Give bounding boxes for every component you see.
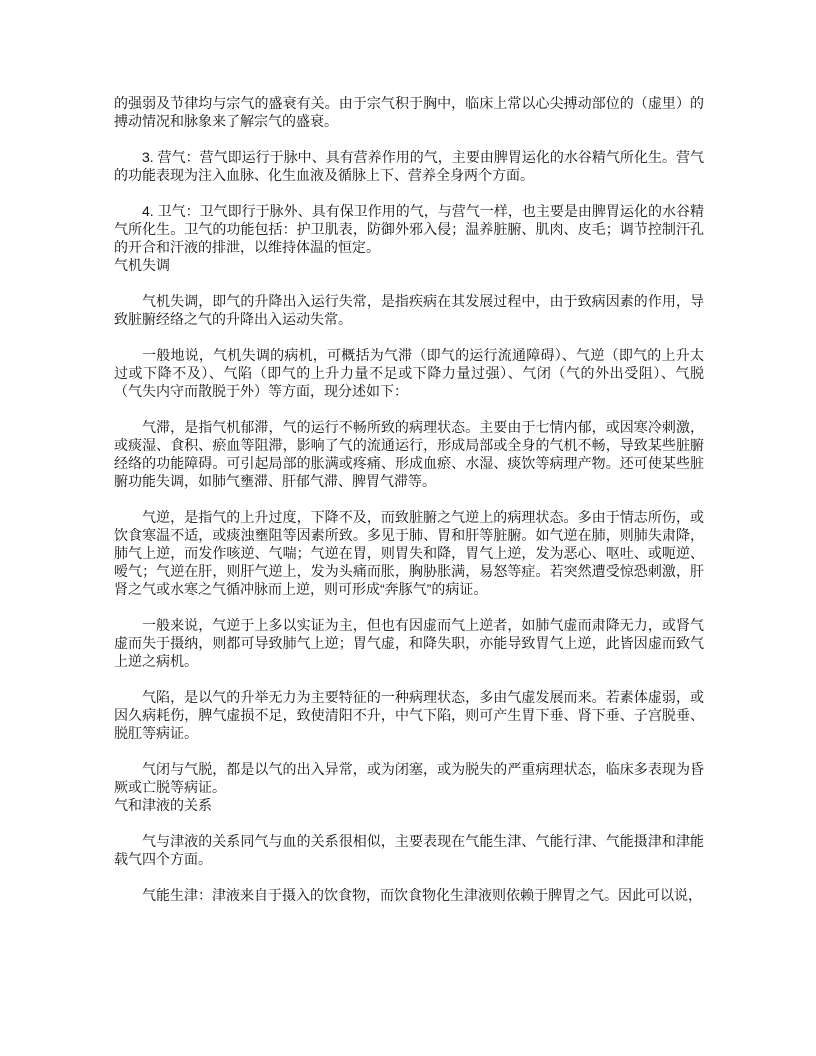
paragraph-qi-ni-deficiency: 一般来说，气逆于上多以实证为主，但也有因虚而气上逆者，如肺气虚而肃降无力，或肾气虚而失于摄纳，则都可导致肺气上逆；胃气虚，和降失职，亦能导致胃气上逆，此皆因虚而致气上逆之病机。: [114, 617, 704, 669]
paragraph-wei-qi: 4. 卫气：卫气即行于脉外、具有保卫作用的气，与营气一样，也主要是由脾胃运化的水谷精气所化生。卫气的功能包括：护卫肌表，防御外邪入侵；温养脏腑、肌肉、皮毛；调节控制汗孔的开合和汗液的排泄，以维持体温的恒定。: [114, 203, 704, 255]
paragraph-qi-neng-sheng-jin: 气能生津：津液来自于摄入的饮食物，而饮食物化生津液则依赖于脾胃之气。因此可以说，: [142, 887, 702, 903]
paragraph-qi-xian: 气陷，是以气的升举无力为主要特征的一种病理状态，多由气虚发展而来。若素体虚弱，或因久病耗伤，脾气虚损不足，致使清阳不升，中气下陷，则可产生胃下垂、肾下垂、子宫脱垂、脱肛等病证。: [114, 689, 704, 741]
paragraph-qi-jinye-relation: 气与津液的关系同气与血的关系很相似，主要表现在气能生津、气能行津、气能摄津和津能载气四个方面。: [114, 833, 704, 867]
paragraph-qiji-definition: 气机失调，即气的升降出入运行失常，是指疾病在其发展过程中，由于致病因素的作用，导致脏腑经络之气的升降出入运动失常。: [114, 293, 704, 327]
paragraph-qi-ni: 气逆，是指气的上升过度，下降不及，而致脏腑之气逆上的病理状态。多由于情志所伤，或饮食寒温不适，或痰浊壅阻等因素所致。多见于肺、胃和肝等脏腑。如气逆在肺，则肺失肃降，肺气上逆，而发作咳逆、气喘；气逆在胃，则胃失和降，胃气上逆，发为恶心、呕吐、或呃逆、嗳气；气逆在肝，则肝气逆上，发为头痛而胀，胸胁胀满，易怒等症。若突然遭受惊恐刺激，肝肾之气或水寒之气循冲脉而上逆，则可形成“奔豚气”的病证。: [114, 509, 704, 597]
paragraph-qi-zhi: 气滞，是指气机郁滞，气的运行不畅所致的病理状态。主要由于七情内郁，或因寒冷刺激，或痰湿、食积、瘀血等阻滞，影响了气的流通运行，形成局部或全身的气机不畅，导致某些脏腑经络的功能障碍。可引起局部的胀满或疼痛、形成血瘀、水湿、痰饮等病理产物。还可使某些脏腑功能失调，如肺气壅滞、肝郁气滞、脾胃气滞等。: [114, 419, 704, 489]
paragraph-qi-bi-qi-tuo: 气闭与气脱，都是以气的出入异常，或为闭塞，或为脱失的严重病理状态，临床多表现为昏厥或亡脱等病证。: [114, 761, 704, 795]
section-heading-qi-ji-shi-tiao: 气机失调: [114, 257, 170, 273]
document-body: [114, 94, 704, 904]
paragraph-continuation: 的强弱及节律均与宗气的盛衰有关。由于宗气积于胸中，临床上常以心尖搏动部位的（虚里）的搏动情况和脉象来了解宗气的盛衰。: [114, 95, 704, 129]
paragraph-qiji-overview: 一般地说，气机失调的病机，可概括为气滞（即气的运行流通障碍）、气逆（即气的上升太过或下降不及）、气陷（即气的上升力量不足或下降力量过强）、气闭（气的外出受阻）、气脱（气失内守而散脱于外）等方面，现分述如下：: [114, 347, 704, 399]
section-heading-qi-he-jinye: 气和津液的关系: [114, 797, 212, 813]
paragraph-ying-qi: 3. 营气：营气即运行于脉中、具有营养作用的气，主要由脾胃运化的水谷精气所化生。营气的功能表现为注入血脉、化生血液及循脉上下、营养全身两个方面。: [114, 149, 704, 183]
